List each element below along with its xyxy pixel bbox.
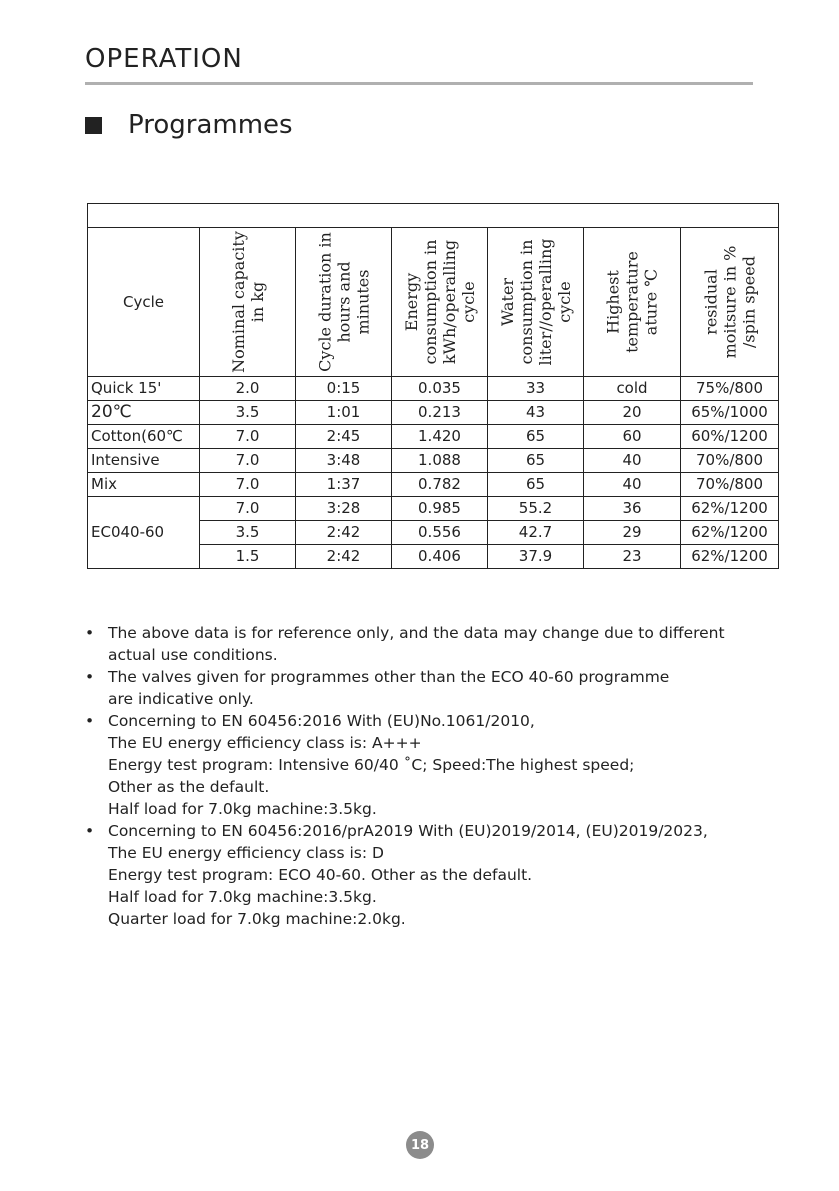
moisture-cell: 70%/800 <box>681 449 779 473</box>
temp-cell: 60 <box>584 425 681 449</box>
note-item <box>85 666 765 710</box>
temp-cell: 40 <box>584 449 681 473</box>
temp-cell: 29 <box>584 521 681 545</box>
duration-cell: 1:01 <box>296 401 392 425</box>
table-row <box>88 449 779 473</box>
capacity-cell: 7.0 <box>200 473 296 497</box>
duration-cell: 2:42 <box>296 545 392 569</box>
temp-cell: 20 <box>584 401 681 425</box>
cycle-name: Mix <box>88 473 200 497</box>
capacity-cell: 7.0 <box>200 497 296 521</box>
header-duration-label: Cycle duration in hours and minutes <box>315 232 372 372</box>
duration-cell: 2:42 <box>296 521 392 545</box>
energy-cell: 0.213 <box>392 401 488 425</box>
square-bullet-icon <box>85 117 102 134</box>
note-line: Half load for 7.0kg machine:3.5kg. <box>108 888 377 906</box>
water-cell: 55.2 <box>488 497 584 521</box>
capacity-cell: 2.0 <box>200 377 296 401</box>
cycle-name: Cotton(60℃ <box>88 425 200 449</box>
water-cell: 43 <box>488 401 584 425</box>
table-row <box>88 473 779 497</box>
table-top-row <box>88 204 779 228</box>
temp-cell: 36 <box>584 497 681 521</box>
bullet-icon: • <box>85 712 95 730</box>
table-header-row <box>88 228 779 377</box>
bullet-icon: • <box>85 668 95 686</box>
table-row-eco <box>88 497 779 521</box>
moisture-cell: 62%/1200 <box>681 497 779 521</box>
header-moisture-label: residual moitsure in % /spin speed <box>701 245 758 359</box>
bullet-icon: • <box>85 822 95 840</box>
note-item <box>85 820 765 930</box>
note-line: actual use conditions. <box>108 646 278 664</box>
note-item <box>85 710 765 820</box>
cycle-name: Quick 15' <box>88 377 200 401</box>
section-title: Programmes <box>128 110 293 140</box>
section-header <box>85 110 293 140</box>
duration-cell: 0:15 <box>296 377 392 401</box>
heading-divider <box>85 82 753 85</box>
header-energy <box>392 228 488 377</box>
capacity-cell: 3.5 <box>200 521 296 545</box>
header-capacity <box>200 228 296 377</box>
note-line: The EU energy efficiency class is: A+++ <box>108 734 422 752</box>
note-line: Half load for 7.0kg machine:3.5kg. <box>108 800 377 818</box>
table-row <box>88 401 779 425</box>
cycle-name-eco: EC040-60 <box>88 497 200 569</box>
note-line: Energy test program: Intensive 60/40 ˚C; Speed:The highest speed; <box>108 756 635 774</box>
table-row <box>88 425 779 449</box>
bullet-icon: • <box>85 624 95 642</box>
water-cell: 42.7 <box>488 521 584 545</box>
water-cell: 65 <box>488 449 584 473</box>
cycle-name: 20℃ <box>88 401 200 425</box>
temp-cell: 40 <box>584 473 681 497</box>
water-cell: 65 <box>488 473 584 497</box>
moisture-cell: 75%/800 <box>681 377 779 401</box>
note-line: Energy test program: ECO 40-60. Other as the default. <box>108 866 533 884</box>
header-water-label: Water consumption in liter//operalling cycle <box>497 238 574 366</box>
moisture-cell: 60%/1200 <box>681 425 779 449</box>
header-duration <box>296 228 392 377</box>
note-line: Concerning to EN 60456:2016/prA2019 With (EU)2019/2014, (EU)2019/2023, <box>108 822 708 840</box>
header-cycle: Cycle <box>88 228 200 377</box>
page-number-badge: 18 <box>406 1131 434 1159</box>
water-cell: 33 <box>488 377 584 401</box>
energy-cell: 0.406 <box>392 545 488 569</box>
note-line: Other as the default. <box>108 778 270 796</box>
water-cell: 37.9 <box>488 545 584 569</box>
cycle-name: Intensive <box>88 449 200 473</box>
header-temp-label: Highest temperature ature ℃ <box>603 251 661 353</box>
water-cell: 65 <box>488 425 584 449</box>
duration-cell: 3:48 <box>296 449 392 473</box>
page-heading: OPERATION <box>85 44 243 74</box>
energy-cell: 0.035 <box>392 377 488 401</box>
energy-cell: 1.088 <box>392 449 488 473</box>
moisture-cell: 70%/800 <box>681 473 779 497</box>
note-item <box>85 622 765 666</box>
capacity-cell: 7.0 <box>200 425 296 449</box>
table-row <box>88 377 779 401</box>
moisture-cell: 62%/1200 <box>681 521 779 545</box>
temp-cell: 23 <box>584 545 681 569</box>
header-temp <box>584 228 681 377</box>
duration-cell: 3:28 <box>296 497 392 521</box>
energy-cell: 1.420 <box>392 425 488 449</box>
moisture-cell: 65%/1000 <box>681 401 779 425</box>
note-line: The valves given for programmes other than the ECO 40-60 programme <box>108 668 670 686</box>
duration-cell: 2:45 <box>296 425 392 449</box>
note-line: are indicative only. <box>108 690 254 708</box>
header-capacity-label: Nominal capacity in kg <box>228 231 267 373</box>
notes-list <box>85 622 765 930</box>
duration-cell: 1:37 <box>296 473 392 497</box>
energy-cell: 0.985 <box>392 497 488 521</box>
note-line: Concerning to EN 60456:2016 With (EU)No.1061/2010, <box>108 712 535 730</box>
capacity-cell: 7.0 <box>200 449 296 473</box>
header-moisture <box>681 228 779 377</box>
capacity-cell: 1.5 <box>200 545 296 569</box>
header-energy-label: Energy consumption in kWh/operalling cycle <box>401 239 478 365</box>
energy-cell: 0.782 <box>392 473 488 497</box>
energy-cell: 0.556 <box>392 521 488 545</box>
note-line: The above data is for reference only, and the data may change due to different <box>108 624 725 642</box>
temp-cell: cold <box>584 377 681 401</box>
note-line: Quarter load for 7.0kg machine:2.0kg. <box>108 910 406 928</box>
header-water <box>488 228 584 377</box>
programmes-table <box>87 203 779 569</box>
capacity-cell: 3.5 <box>200 401 296 425</box>
note-line: The EU energy efficiency class is: D <box>108 844 384 862</box>
moisture-cell: 62%/1200 <box>681 545 779 569</box>
